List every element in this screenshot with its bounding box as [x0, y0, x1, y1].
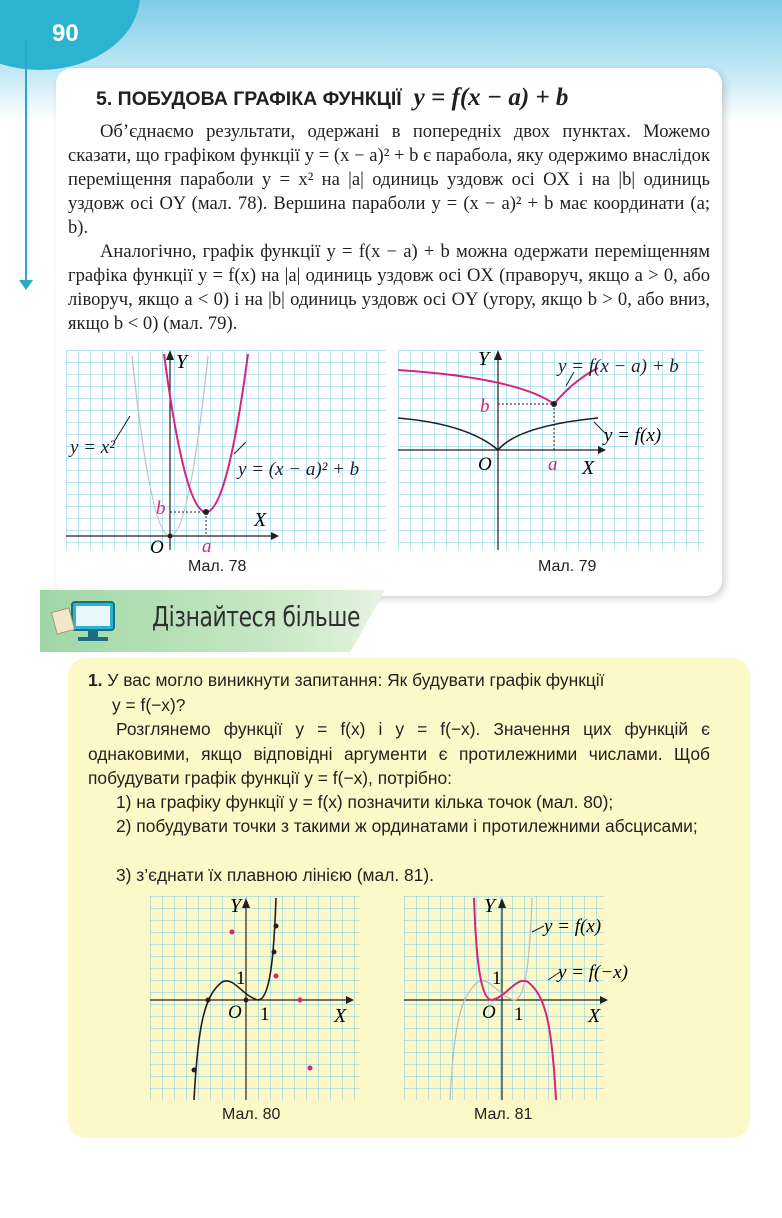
origin-label: O — [482, 1002, 496, 1023]
origin-label: O — [228, 1002, 242, 1023]
point-fx — [244, 998, 249, 1003]
tick-a-label: a — [202, 536, 212, 555]
section-title-text: 5. ПОБУДОВА ГРАФІКА ФУНКЦІЇ — [96, 88, 402, 110]
label-f-minus-x: y = f(−x) — [558, 962, 628, 983]
learn-step-1: 1) на графіку функції y = f(x) позначити кілька точок (мал. 80); — [116, 792, 614, 812]
label-fx: y = f(x) — [544, 916, 602, 937]
question-formula: y = f(−x)? — [112, 694, 186, 715]
caption-fig79: Мал. 79 — [538, 558, 597, 575]
y-axis-label: Y — [230, 896, 242, 917]
y-axis-label: Y — [478, 350, 490, 370]
point-fx — [206, 998, 211, 1003]
origin-label: O — [150, 537, 164, 555]
learn-paragraph: Розглянемо функції y = f(x) і y = f(−x). Значення цих функцій є однаковими, якщо відповідні аргументи є протилежними числами. Щоб побудувати графік функції y = f(−x), потрібно: — [88, 719, 710, 788]
question-text: У вас могло виникнути запитання: Як будувати графік функції — [107, 670, 605, 690]
figure-79 — [398, 350, 704, 555]
learn-step-3: 3) з’єднати їх плавною лінією (мал. 81). — [116, 865, 434, 885]
figure-80 — [150, 896, 360, 1100]
point-reflected — [308, 1066, 313, 1071]
y-axis-label: Y — [176, 351, 188, 373]
paragraph-parabola-shift: Об’єднаємо результати, одержані в попередніх двох пунктах. Можемо сказати, що графіком функції y = (x − a)² + b є парабола, яку одержимо внаслідок переміщення параболи y = x² на |a| одиниць уздовж осі OX і на |b| одиниць уздовж осі OY (мал. 78). Вершина параболи y = (x − a)² + b має координати (a; b). — [68, 121, 710, 238]
point-fx — [272, 950, 277, 955]
learn-question — [88, 668, 710, 717]
point-fx — [274, 924, 279, 929]
page-number: 90 — [52, 20, 79, 47]
grid — [150, 896, 360, 1100]
learn-step-2: 2) побудувати точки з такими ж ординатами і протилежними абсцисами; — [116, 816, 698, 836]
learn-more-title: Дізнайтеся більше — [152, 600, 361, 633]
tick-1-x-label: 1 — [260, 1004, 270, 1025]
point-fx — [192, 1068, 197, 1073]
margin-arrow-icon — [19, 280, 33, 290]
label-base: y = f(x) — [604, 425, 662, 446]
item-number: 1. — [88, 670, 103, 690]
tick-b-label: b — [156, 498, 166, 519]
label-shifted: y = f(x − a) + b — [558, 356, 679, 377]
point-reflected — [274, 974, 279, 979]
caption-fig81: Мал. 81 — [474, 1106, 533, 1123]
x-axis-label: X — [588, 1005, 601, 1027]
point-reflected — [298, 998, 303, 1003]
tick-b-label: b — [480, 396, 490, 417]
label-shifted-parabola: y = (x − a)² + b — [238, 459, 360, 480]
x-axis-label: X — [254, 509, 267, 531]
x-axis-label: X — [582, 457, 595, 479]
tick-1-x-label: 1 — [514, 1004, 524, 1025]
origin-point — [168, 534, 173, 539]
margin-arrow-line — [25, 40, 27, 285]
figure-81 — [404, 896, 636, 1100]
figure-78 — [66, 350, 386, 555]
origin-label: O — [478, 454, 492, 475]
section-title — [96, 84, 716, 118]
y-axis-label: Y — [484, 896, 496, 917]
caption-fig78: Мал. 78 — [188, 558, 247, 575]
x-axis-label: X — [334, 1005, 347, 1027]
tick-a-label: a — [548, 454, 558, 475]
paragraph-general-shift: Аналогічно, графік функції y = f(x − a) + b можна одержати переміщенням графіка функції y = f(x) на |a| одиниць уздовж осі OX (праворуч, якщо a > 0, або ліворуч, якщо a < 0) і на |b| одиниць уздовж осі OY (угору, якщо b > 0, або вниз, якщо b < 0) (мал. 79). — [68, 241, 710, 334]
caption-fig80: Мал. 80 — [222, 1106, 281, 1123]
label-base-parabola: y = x² — [70, 437, 115, 458]
point-reflected — [230, 930, 235, 935]
tick-1-y-label: 1 — [492, 968, 502, 989]
tick-1-y-label: 1 — [236, 968, 246, 989]
section-title-formula: y = f(x − a) + b — [413, 84, 569, 111]
computer-icon — [50, 596, 120, 646]
